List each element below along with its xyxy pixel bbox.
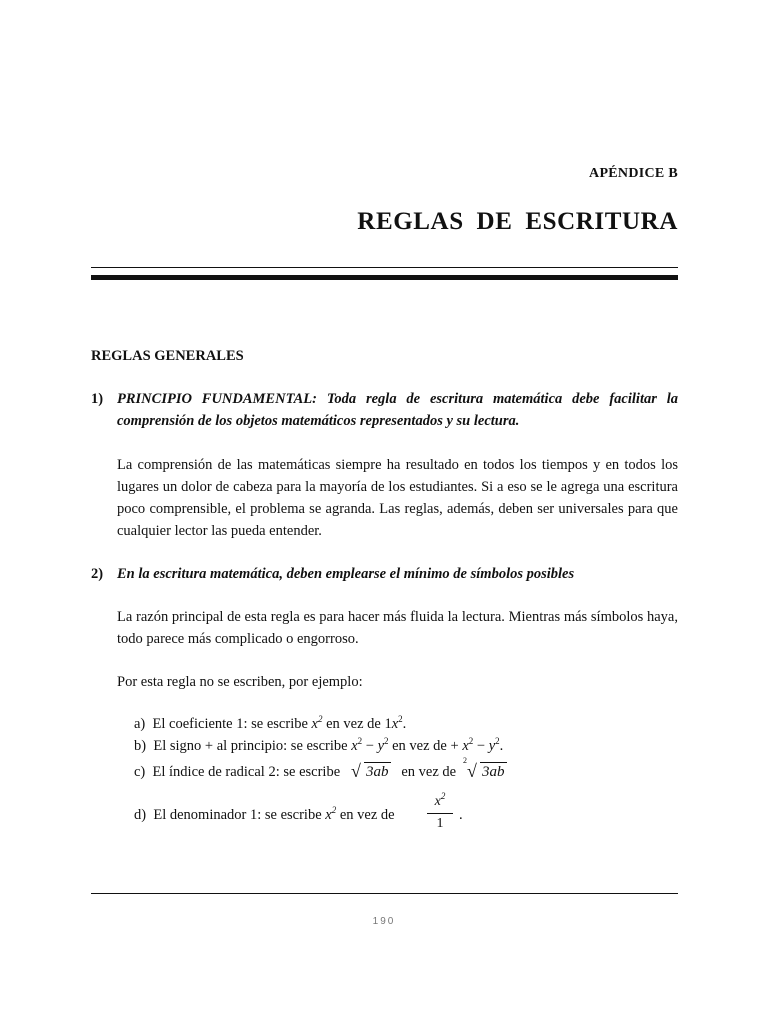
example-d-formula: $x^2$ [325, 805, 337, 823]
example-d [134, 807, 395, 824]
rule1-heading: PRINCIPIO FUNDAMENTAL: Toda regla de escritura matemática debe facilitar la comprensión de los objetos matemáticos representados y su lectura. [117, 391, 678, 429]
example-c-text: El índice de radical 2: se escribe [152, 764, 341, 780]
rule2-heading: En la escritura matemática, deben emplearse el mínimo de símbolos posibles [117, 566, 575, 582]
rule1-paragraph: La comprensión de las matemáticas siempre ha resultado en todos los tiempos y en todos los lugares un dolor de cabeza para la mayoría de los estudiantes. Si a eso se le agrega una escritura poco comprensible, el problema se agranda. Las reglas, además, deben ser universales para que cualquier lector las pueda entender. [117, 457, 678, 539]
example-b-separator: en vez de [392, 738, 447, 754]
rule2-paragraph1: La razón principal de esta regla es para hacer más fluida la lectura. Mientras más símbolos haya, todo parece más complicado o engorroso. [117, 609, 678, 647]
example-b-alt-formula: + $x^2 - y^2$ [450, 736, 500, 754]
example-d-fraction [427, 791, 453, 832]
example-b: b) El signo + al principio: se escribe $x^2 - y^2$ en vez de + $x^2 - y^2$. [134, 736, 504, 754]
example-b-label: b) [134, 738, 147, 754]
example-b-text: El signo + al principio: se escribe [153, 738, 348, 754]
appendix-label: APÉNDICE B [589, 166, 678, 181]
example-c-label: c) [134, 764, 146, 780]
fraction-denominator: 1 [436, 816, 444, 831]
example-c-alt-radical: 2 √ 3ab [463, 756, 505, 781]
example-d-label: d) [134, 807, 147, 823]
footer-divider [91, 893, 678, 894]
example-c [134, 756, 507, 781]
rule2-paragraph2: Por esta regla no se escriben, por ejemplo: [117, 674, 363, 690]
example-a: a) El coeficiente 1: se escribe $x^2$ en vez de $1x^2$. [134, 714, 407, 732]
example-c-radical: √ 3ab [351, 761, 389, 781]
section-title: REGLAS GENERALES [91, 348, 244, 364]
example-c-separator: en vez de [401, 764, 457, 780]
example-a-separator: en vez de [326, 716, 381, 732]
page-title: REGLAS DE ESCRITURA [357, 208, 678, 235]
page-number: 190 [372, 916, 396, 927]
example-a-formula: $x^2$ [311, 714, 323, 732]
title-divider-thick [91, 275, 678, 280]
example-d-text: El denominador 1: se escribe [153, 807, 322, 823]
fraction-bar [427, 813, 453, 814]
example-d-period: . [459, 807, 463, 823]
example-a-label: a) [134, 716, 146, 732]
example-a-text: El coeficiente 1: se escribe [152, 716, 308, 732]
fraction-numerator: $x^2$ [434, 791, 446, 809]
example-b-formula: $x^2 - y^2$ [351, 736, 389, 754]
rule1-number: 1) [91, 391, 104, 407]
example-a-alt-formula: $1x^2$ [384, 714, 403, 732]
rule2-number: 2) [91, 566, 104, 582]
example-d-separator: en vez de [339, 807, 395, 823]
title-divider-thin [91, 267, 678, 268]
